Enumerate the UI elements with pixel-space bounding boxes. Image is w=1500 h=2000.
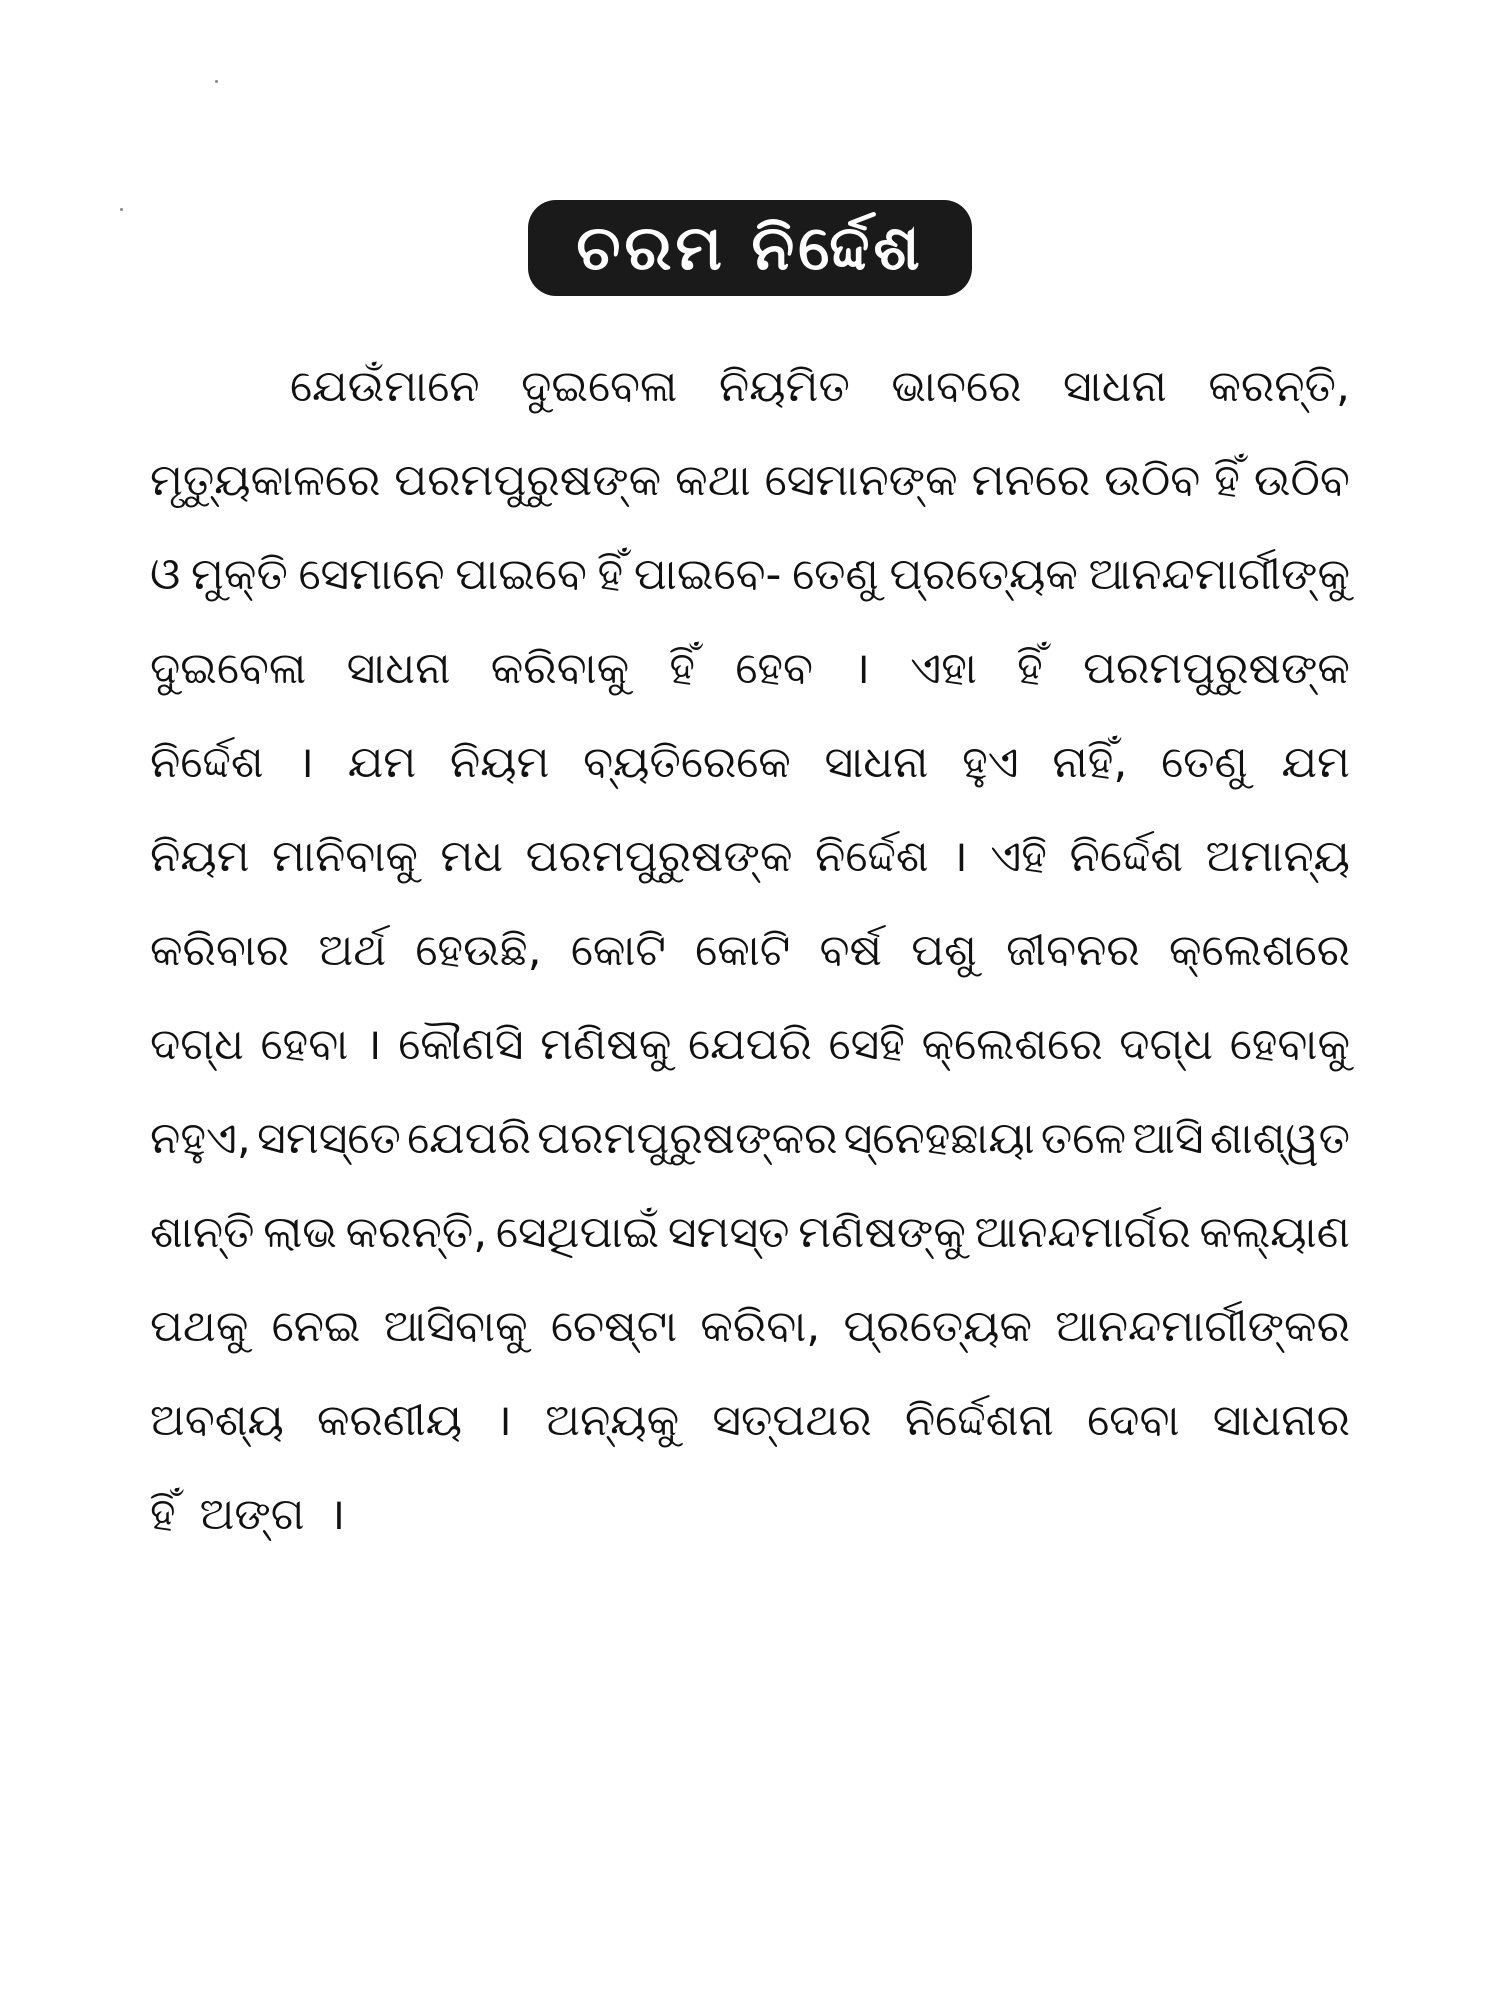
text-line (150, 622, 1350, 716)
word: ସାଧନାର (1212, 1395, 1350, 1446)
word: ଅନ୍ୟକୁ (545, 1395, 680, 1446)
page-title: ଚରମ ନିର୍ଦ୍ଦେଶ (528, 200, 971, 296)
word: ଏହି (990, 831, 1047, 882)
text-line (150, 716, 1350, 810)
word: କରିବାର (150, 925, 290, 976)
word: ପରମପୁରୁଷଙ୍କ (1083, 643, 1350, 694)
word: ଦଗ୍ଧ (1119, 1019, 1214, 1070)
text-line (150, 1092, 1350, 1186)
word: ସାଧନା (824, 737, 929, 788)
text-line (150, 904, 1350, 998)
word: ସେମାନେ (298, 549, 445, 600)
word: ପରମପୁରୁଷଙ୍କ (525, 831, 793, 882)
word: ଅଙ୍ଗ (199, 1489, 305, 1540)
word: ଯମ (347, 737, 417, 788)
word: କ୍ଲେଶରେ (921, 1019, 1103, 1070)
text-line (150, 1468, 1350, 1562)
word: ପରମପୁରୁଷଙ୍କ (394, 455, 662, 506)
word: ତେଣୁ (1161, 737, 1248, 788)
word: ଉଠିବ (1253, 455, 1350, 506)
word: ନିର୍ଦ୍ଦେଶନା (904, 1395, 1054, 1446)
word: ଦେବା (1087, 1395, 1180, 1446)
word: ଯେପରି (688, 1019, 812, 1070)
word: ଶାନ୍ତି (150, 1207, 255, 1258)
word: ଅମାନ୍ୟ (1205, 831, 1350, 882)
word: ମୁକ୍ତି (191, 549, 288, 600)
word: କଥା (675, 455, 751, 506)
word: ତେଣୁ (792, 549, 879, 600)
word: ହିଁ (1017, 643, 1043, 694)
word: ହିଁ (1214, 455, 1240, 506)
word: ଏହା (910, 643, 977, 694)
word: ଲାଭ (263, 1207, 337, 1258)
word: ବର୍ଷ (819, 925, 882, 976)
word: ପାଇବେ (455, 549, 587, 600)
word: ହୁଏ (962, 737, 1019, 788)
title-container (0, 200, 1500, 296)
word: ନିୟମିତ (718, 361, 850, 412)
word: । (364, 1019, 382, 1070)
word: ମଣିଷଙ୍କୁ (798, 1207, 966, 1258)
word: ମଧ (440, 831, 504, 882)
word: କଲ୍ୟାଣ (1199, 1207, 1350, 1258)
word: ସମସ୍ତେ (257, 1113, 401, 1164)
word: ହେବ (735, 643, 814, 694)
text-line (150, 528, 1350, 622)
word: କରନ୍ତି, (345, 1207, 488, 1258)
word: ସେମାନଙ୍କ (764, 455, 958, 506)
text-line (150, 1374, 1350, 1468)
word: ସତ୍‌ପଥର (712, 1395, 872, 1446)
speck-mark (215, 80, 218, 83)
text-line (150, 998, 1350, 1092)
word: କୌଣସି (398, 1019, 524, 1070)
word: ନାହିଁ, (1052, 737, 1128, 788)
text-line (150, 810, 1350, 904)
word: ସେହି (828, 1019, 905, 1070)
word: ଦୁଇବେଳା (521, 361, 678, 412)
word: ଜୀବନର (1006, 925, 1140, 976)
word: ବ୍ୟତିରେକେ (583, 737, 791, 788)
word: କରିବାକୁ (490, 643, 630, 694)
word: ଅବଶ୍ୟ (150, 1395, 284, 1446)
word: ପରମପୁରୁଷଙ୍କର (537, 1113, 838, 1164)
word: । (328, 1489, 346, 1540)
text-line (150, 340, 1350, 434)
word: ମନରେ (971, 455, 1091, 506)
word: ଦୁଇବେଳା (150, 643, 307, 694)
word: କରନ୍ତି, (1208, 361, 1350, 412)
word: ସମସ୍ତ (667, 1207, 790, 1258)
word: । (495, 1395, 512, 1446)
word: ଆନନ୍ଦମାର୍ଗୀଙ୍କୁ (1088, 549, 1350, 600)
word: ନିର୍ଦ୍ଦେଶ (815, 831, 929, 882)
word: ନିୟମ (449, 737, 550, 788)
word: ସ୍ନେହଛାୟା (843, 1113, 1035, 1164)
word: ହେବା (260, 1019, 349, 1070)
word: ପ୍ରତ୍ୟେକ (889, 549, 1078, 600)
word: ମଣିଷକୁ (540, 1019, 672, 1070)
word: ଓ (150, 549, 181, 600)
word: ଆସିବାକୁ (383, 1301, 528, 1352)
word: ହେବାକୁ (1229, 1019, 1350, 1070)
word: ନିୟମ (150, 831, 250, 882)
word: ଯେପରି (407, 1113, 531, 1164)
word: କୋଟି (695, 925, 791, 976)
word: ନିର୍ଦ୍ଦେଶ (1069, 831, 1184, 882)
word: ନିର୍ଦ୍ଦେଶ (150, 737, 264, 788)
word: ପାଇବେ- (633, 549, 782, 600)
word: ଶାଶ୍ୱତ (1209, 1113, 1350, 1164)
word: କରିବା, (700, 1301, 821, 1352)
word: ପ୍ରତ୍ୟେକ (843, 1301, 1032, 1352)
word: ସାଧନା (346, 643, 451, 694)
word: ଆନନ୍ଦମାର୍ଗୀଙ୍କର (1055, 1301, 1350, 1352)
text-line (150, 1186, 1350, 1280)
text-line (150, 1280, 1350, 1374)
word: ଯେଉଁମାନେ (290, 361, 480, 412)
text-line (150, 434, 1350, 528)
word: । (297, 737, 315, 788)
word: ଆନନ୍ଦମାର୍ଗର (974, 1207, 1191, 1258)
word: ସେଥିପାଇଁ (495, 1207, 660, 1258)
word: ହିଁ (597, 549, 624, 600)
word: ଅର୍ଥ (318, 925, 387, 976)
word: ଉଠିବ (1104, 455, 1201, 506)
word: ଯମ (1281, 737, 1350, 788)
word: ତଳେ (1040, 1113, 1127, 1164)
word: କରଣୀୟ (317, 1395, 463, 1446)
word: ହେଉଛି, (415, 925, 542, 976)
word: ଭାବରେ (891, 361, 1022, 412)
word: କୋଟି (570, 925, 666, 976)
word: ହିଁ (150, 1489, 176, 1540)
word: ଦଗ୍ଧ (150, 1019, 244, 1070)
body-paragraph (150, 340, 1350, 1562)
word: ହିଁ (669, 643, 696, 694)
word: ପଶୁ (911, 925, 977, 976)
word: ମାନିବାକୁ (272, 831, 418, 882)
word: ନେଇ (271, 1301, 361, 1352)
word: । (951, 831, 968, 882)
word: ନହୁଏ, (150, 1113, 251, 1164)
word: ସାଧନା (1062, 361, 1167, 412)
word: । (853, 643, 871, 694)
word: ଆସି (1132, 1113, 1204, 1164)
word: ମୃତ୍ୟୁକାଳରେ (150, 455, 381, 506)
word: ଚେଷ୍ଟା (550, 1301, 678, 1352)
word: କ୍ଲେଶରେ (1169, 925, 1350, 976)
word: ପଥକୁ (150, 1301, 249, 1352)
